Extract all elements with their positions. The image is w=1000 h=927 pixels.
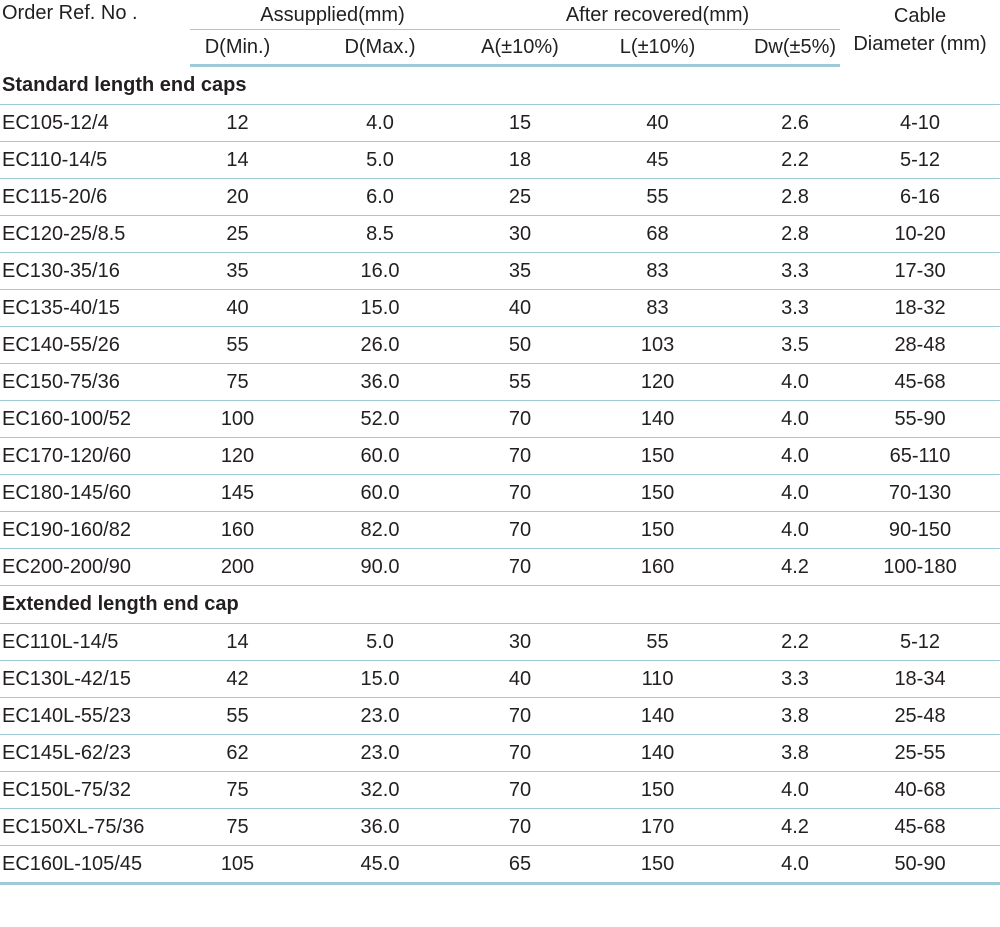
section-title: Extended length end cap	[0, 586, 1000, 624]
cell-a: 25	[475, 179, 565, 216]
table-row	[0, 364, 1000, 401]
cell-l: 150	[565, 512, 750, 549]
table-row	[0, 253, 1000, 290]
cell-d-min: 75	[190, 772, 285, 809]
cell-d-max: 90.0	[285, 549, 475, 586]
cell-a: 35	[475, 253, 565, 290]
cell-cable-diameter: 90-150	[840, 512, 1000, 549]
header-order-ref: Order Ref. No .	[2, 2, 138, 24]
header-cable-diameter	[840, 0, 1000, 66]
cell-dw: 4.0	[750, 846, 840, 884]
cell-cable-diameter: 45-68	[840, 364, 1000, 401]
cell-l: 83	[565, 253, 750, 290]
cell-order-ref: EC145L-62/23	[0, 735, 190, 772]
cell-cable-diameter: 28-48	[840, 327, 1000, 364]
table-row	[0, 290, 1000, 327]
cell-d-min: 200	[190, 549, 285, 586]
header-a: A(±10%)	[475, 30, 565, 66]
table-row	[0, 179, 1000, 216]
cell-a: 70	[475, 549, 565, 586]
cell-a: 70	[475, 475, 565, 512]
cell-d-max: 45.0	[285, 846, 475, 884]
header-as-supplied	[190, 0, 475, 30]
cell-d-min: 100	[190, 401, 285, 438]
cell-l: 110	[565, 661, 750, 698]
cell-cable-diameter: 18-34	[840, 661, 1000, 698]
cell-cable-diameter: 5-12	[840, 142, 1000, 179]
cell-dw: 4.0	[750, 401, 840, 438]
cell-cable-diameter: 45-68	[840, 809, 1000, 846]
cell-a: 70	[475, 401, 565, 438]
table-row	[0, 216, 1000, 253]
cell-dw: 4.0	[750, 438, 840, 475]
table-header	[0, 0, 1000, 66]
header-d-max: D(Max.)	[285, 30, 475, 66]
cell-a: 55	[475, 364, 565, 401]
cell-a: 70	[475, 512, 565, 549]
cell-a: 40	[475, 661, 565, 698]
cell-order-ref: EC150XL-75/36	[0, 809, 190, 846]
cell-order-ref: EC140-55/26	[0, 327, 190, 364]
table-row	[0, 809, 1000, 846]
cell-l: 120	[565, 364, 750, 401]
table-row	[0, 438, 1000, 475]
cell-d-max: 6.0	[285, 179, 475, 216]
cell-d-max: 60.0	[285, 475, 475, 512]
cell-order-ref: EC200-200/90	[0, 549, 190, 586]
cell-dw: 2.8	[750, 216, 840, 253]
cell-l: 140	[565, 735, 750, 772]
cell-d-min: 120	[190, 438, 285, 475]
table-row	[0, 661, 1000, 698]
table-row	[0, 142, 1000, 179]
table-row	[0, 549, 1000, 586]
cell-cable-diameter: 70-130	[840, 475, 1000, 512]
cell-d-min: 12	[190, 105, 285, 142]
header-l: L(±10%)	[565, 30, 750, 66]
cell-d-max: 26.0	[285, 327, 475, 364]
cell-order-ref: EC180-145/60	[0, 475, 190, 512]
cell-cable-diameter: 5-12	[840, 624, 1000, 661]
cell-d-max: 5.0	[285, 624, 475, 661]
header-after-recovered-label: After recovered(mm)	[565, 3, 750, 26]
table-row	[0, 475, 1000, 512]
cell-dw: 3.3	[750, 253, 840, 290]
cell-cable-diameter: 25-55	[840, 735, 1000, 772]
cell-order-ref: EC170-120/60	[0, 438, 190, 475]
cell-d-min: 75	[190, 364, 285, 401]
cell-dw: 3.3	[750, 661, 840, 698]
cell-d-max: 32.0	[285, 772, 475, 809]
header-after-recovered	[475, 0, 840, 30]
cell-order-ref: EC190-160/82	[0, 512, 190, 549]
cell-l: 140	[565, 401, 750, 438]
cell-dw: 4.0	[750, 512, 840, 549]
cell-a: 65	[475, 846, 565, 884]
cell-order-ref: EC160-100/52	[0, 401, 190, 438]
cell-dw: 4.2	[750, 809, 840, 846]
cell-order-ref: EC130-35/16	[0, 253, 190, 290]
cell-a: 70	[475, 735, 565, 772]
cell-dw: 3.3	[750, 290, 840, 327]
table-row	[0, 772, 1000, 809]
cell-d-min: 25	[190, 216, 285, 253]
cell-dw: 2.6	[750, 105, 840, 142]
cell-cable-diameter: 18-32	[840, 290, 1000, 327]
cell-d-min: 75	[190, 809, 285, 846]
cell-l: 150	[565, 438, 750, 475]
cell-order-ref: EC160L-105/45	[0, 846, 190, 884]
cell-a: 15	[475, 105, 565, 142]
cell-a: 70	[475, 772, 565, 809]
cell-d-min: 55	[190, 327, 285, 364]
cell-order-ref: EC110-14/5	[0, 142, 190, 179]
cell-d-min: 14	[190, 142, 285, 179]
cell-d-max: 60.0	[285, 438, 475, 475]
cell-dw: 3.8	[750, 698, 840, 735]
cell-order-ref: EC150L-75/32	[0, 772, 190, 809]
cell-l: 170	[565, 809, 750, 846]
cell-d-max: 16.0	[285, 253, 475, 290]
cell-dw: 3.5	[750, 327, 840, 364]
table-row	[0, 401, 1000, 438]
cell-d-max: 5.0	[285, 142, 475, 179]
cell-d-max: 15.0	[285, 661, 475, 698]
cell-d-max: 23.0	[285, 698, 475, 735]
table-row	[0, 512, 1000, 549]
cell-order-ref: EC140L-55/23	[0, 698, 190, 735]
cell-cable-diameter: 55-90	[840, 401, 1000, 438]
cell-d-max: 52.0	[285, 401, 475, 438]
cell-d-min: 42	[190, 661, 285, 698]
cell-d-max: 4.0	[285, 105, 475, 142]
cell-order-ref: EC150-75/36	[0, 364, 190, 401]
cell-l: 83	[565, 290, 750, 327]
cell-dw: 4.0	[750, 364, 840, 401]
cell-dw: 2.2	[750, 624, 840, 661]
header-cable-line1: Cable	[893, 5, 947, 27]
cell-d-min: 55	[190, 698, 285, 735]
cell-cable-diameter: 4-10	[840, 105, 1000, 142]
cell-dw: 3.8	[750, 735, 840, 772]
table-row	[0, 624, 1000, 661]
cell-cable-diameter: 100-180	[840, 549, 1000, 586]
cell-a: 30	[475, 624, 565, 661]
group-underline	[475, 29, 840, 30]
group-underline	[190, 29, 475, 30]
cell-order-ref: EC105-12/4	[0, 105, 190, 142]
cell-l: 103	[565, 327, 750, 364]
header-dw: Dw(±5%)	[750, 30, 840, 66]
cell-l: 40	[565, 105, 750, 142]
table-row	[0, 105, 1000, 142]
cell-d-min: 14	[190, 624, 285, 661]
table-row	[0, 846, 1000, 884]
header-cable-line2: Diameter (mm)	[853, 33, 987, 55]
cell-dw: 4.2	[750, 549, 840, 586]
cell-d-min: 35	[190, 253, 285, 290]
cell-order-ref: EC115-20/6	[0, 179, 190, 216]
section-row	[0, 66, 1000, 105]
cell-d-min: 40	[190, 290, 285, 327]
cell-cable-diameter: 40-68	[840, 772, 1000, 809]
cell-cable-diameter: 10-20	[840, 216, 1000, 253]
cell-l: 150	[565, 846, 750, 884]
cell-order-ref: EC135-40/15	[0, 290, 190, 327]
cell-l: 55	[565, 624, 750, 661]
cell-cable-diameter: 25-48	[840, 698, 1000, 735]
cell-d-min: 145	[190, 475, 285, 512]
header-as-supplied-label: Assupplied(mm)	[260, 3, 405, 26]
section-title: Standard length end caps	[0, 66, 1000, 105]
cell-d-min: 20	[190, 179, 285, 216]
cell-l: 150	[565, 772, 750, 809]
cell-dw: 2.2	[750, 142, 840, 179]
cell-order-ref: EC110L-14/5	[0, 624, 190, 661]
table-body	[0, 66, 1000, 884]
cell-order-ref: EC130L-42/15	[0, 661, 190, 698]
cell-dw: 4.0	[750, 772, 840, 809]
cell-l: 150	[565, 475, 750, 512]
cell-a: 40	[475, 290, 565, 327]
cell-a: 50	[475, 327, 565, 364]
cell-l: 55	[565, 179, 750, 216]
cell-a: 70	[475, 809, 565, 846]
cell-dw: 4.0	[750, 475, 840, 512]
cell-order-ref: EC120-25/8.5	[0, 216, 190, 253]
cell-a: 30	[475, 216, 565, 253]
cell-l: 160	[565, 549, 750, 586]
cell-d-max: 36.0	[285, 809, 475, 846]
cell-l: 140	[565, 698, 750, 735]
table-row	[0, 735, 1000, 772]
cell-dw: 2.8	[750, 179, 840, 216]
cell-d-min: 105	[190, 846, 285, 884]
cell-d-max: 8.5	[285, 216, 475, 253]
cell-a: 18	[475, 142, 565, 179]
section-row	[0, 586, 1000, 624]
header-d-min: D(Min.)	[190, 30, 285, 66]
cell-d-max: 36.0	[285, 364, 475, 401]
table-row	[0, 327, 1000, 364]
cell-a: 70	[475, 698, 565, 735]
cell-l: 45	[565, 142, 750, 179]
table-row	[0, 698, 1000, 735]
cell-d-min: 62	[190, 735, 285, 772]
cell-cable-diameter: 50-90	[840, 846, 1000, 884]
cell-d-max: 15.0	[285, 290, 475, 327]
cell-cable-diameter: 6-16	[840, 179, 1000, 216]
cell-d-max: 23.0	[285, 735, 475, 772]
cell-l: 68	[565, 216, 750, 253]
cell-cable-diameter: 65-110	[840, 438, 1000, 475]
cell-a: 70	[475, 438, 565, 475]
cell-d-max: 82.0	[285, 512, 475, 549]
cell-d-min: 160	[190, 512, 285, 549]
cell-cable-diameter: 17-30	[840, 253, 1000, 290]
